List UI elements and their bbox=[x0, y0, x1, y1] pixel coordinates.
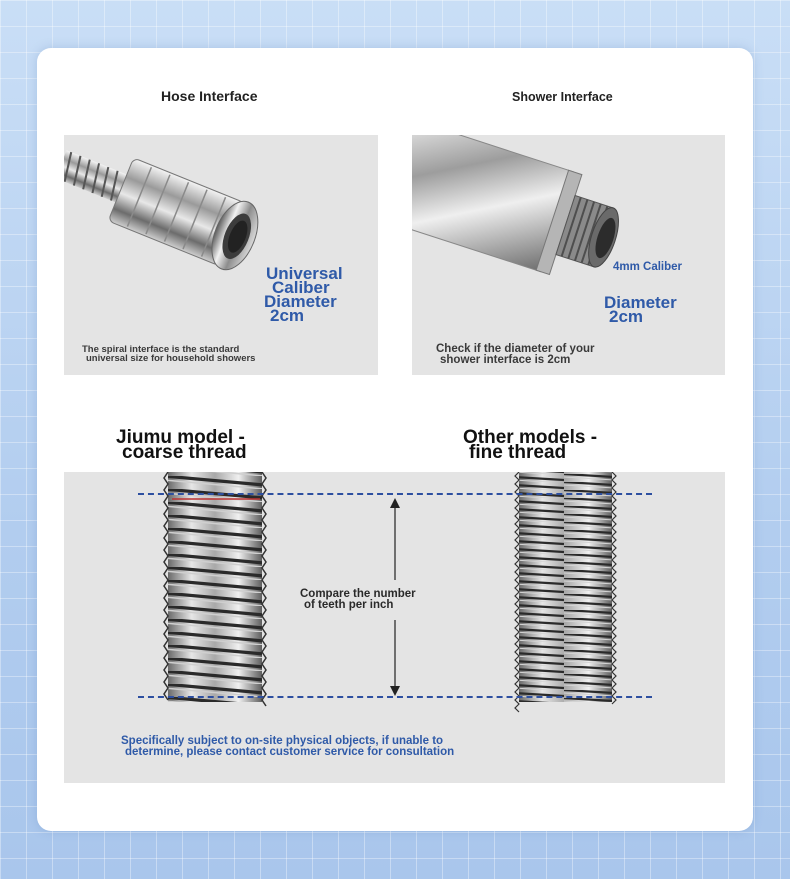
footer-note-line1: Specifically subject to on-site physical objects, if unable to bbox=[121, 735, 444, 747]
compare-text-line2: of teeth per inch bbox=[304, 599, 394, 611]
right-caption-line2: shower interface is 2cm bbox=[440, 354, 571, 366]
right-size-text: 2cm bbox=[609, 307, 644, 326]
hose-interface-panel bbox=[64, 135, 378, 375]
shower-pipe-image bbox=[412, 135, 725, 375]
top-dashed-guide bbox=[138, 493, 652, 495]
footer-note-line2: determine, please contact customer service for consultation bbox=[125, 746, 455, 758]
right-diameter-text: Diameter bbox=[604, 293, 677, 312]
other-model-line1: Other models - bbox=[463, 427, 598, 448]
other-model-line2: fine thread bbox=[469, 442, 567, 463]
universal-text: Universal bbox=[266, 264, 343, 283]
shower-interface-panel bbox=[412, 135, 725, 375]
jiumu-model-line1: Jiumu model - bbox=[116, 427, 245, 448]
hose-interface-heading: Hose Interface bbox=[161, 88, 258, 104]
diameter-text: Diameter bbox=[264, 292, 337, 311]
caliber-4mm-text: 4mm Caliber bbox=[613, 261, 683, 273]
bottom-dashed-guide bbox=[138, 696, 652, 698]
hose-connector-image bbox=[64, 135, 378, 375]
compare-text-line1: Compare the number bbox=[300, 588, 416, 600]
caliber-text: Caliber bbox=[272, 278, 330, 297]
jiumu-model-line2: coarse thread bbox=[122, 442, 247, 463]
size-text: 2cm bbox=[270, 306, 305, 325]
thread-comparison-panel bbox=[64, 472, 725, 783]
right-caption-line1: Check if the diameter of your bbox=[436, 343, 595, 355]
left-caption-line1: The spiral interface is the standard bbox=[82, 344, 240, 355]
shower-interface-heading: Shower Interface bbox=[512, 90, 613, 104]
left-caption-line2: universal size for household showers bbox=[86, 353, 256, 364]
